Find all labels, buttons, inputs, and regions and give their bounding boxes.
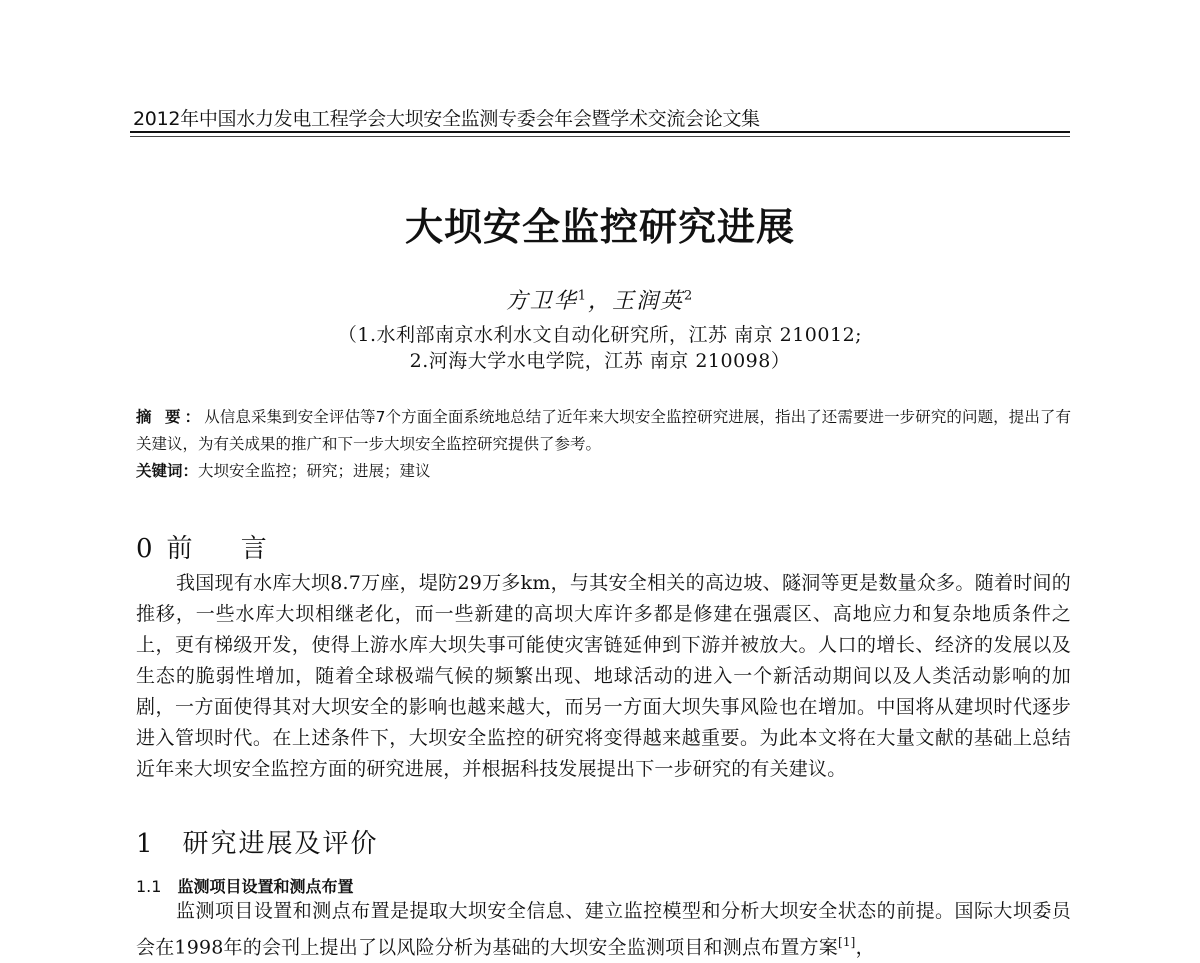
- header-rule-thin: [130, 136, 1070, 137]
- author-line: [0, 284, 1200, 315]
- section-heading-preface: [136, 528, 287, 565]
- paper-title: 大坝安全监控研究进展: [404, 204, 795, 249]
- abstract-label: 摘 要：: [136, 408, 205, 426]
- author-affil-mark: 1: [577, 288, 588, 304]
- subsection-number: 1.1: [136, 877, 162, 896]
- keywords: [136, 458, 1071, 485]
- keywords-text: 大坝安全监控；研究；进展；建议: [198, 462, 431, 480]
- author-name: 王润英: [612, 289, 685, 314]
- header-rule: [130, 131, 1070, 133]
- running-header: 2012年中国水力发电工程学会大坝安全监测专委会年会暨学术交流会论文集: [133, 108, 760, 130]
- author-affil-mark: 2: [684, 288, 695, 304]
- citation-ref[interactable]: [1]: [837, 935, 856, 949]
- subsection-heading: [136, 874, 353, 897]
- subsection-title: 监测项目设置和测点布置: [177, 877, 354, 896]
- abstract: [136, 404, 1071, 458]
- affiliation-line: 2.河海大学水电学院，江苏 南京 210098）: [409, 350, 791, 372]
- author-name: 方卫华: [505, 289, 578, 314]
- author-separator: ，: [587, 289, 612, 314]
- section-title-text: 前 言: [166, 534, 287, 564]
- preface-paragraph: 我国现有水库大坝8.7万座，堤防29万多km，与其安全相关的高边坡、隧洞等更是数量众多。随着时间的推移，一些水库大坝相继老化，而一些新建的高坝大库许多都是修建在强震区、高地应力和复杂地质条件之上，更有梯级开发，使得上游水库大坝失事可能使灾害链延伸到下游并被放大。人口的增长、经济的发展以及生态的脆弱性增加，随着全球极端气候的频繁出现、地球活动的进入一个新活动期间以及人类活动影响的加剧，一方面使得其对大坝安全的影响也越来越大，而另一方面大坝失事风险也在增加。中国将从建坝时代逐步进入管坝时代。在上述条件下，大坝安全监控的研究将变得越来越重要。为此本文将在大量文献的基础上总结近年来大坝安全监控方面的研究进展，并根据科技发展提出下一步研究的有关建议。: [136, 572, 1071, 780]
- paragraph-text: 监测项目设置和测点布置是提取大坝安全信息、建立监控模型和分析大坝安全状态的前提。国际大坝委员会在1998年的会刊上提出了以风险分析为基础的大坝安全监测项目和测点布置方案: [136, 900, 1071, 959]
- keywords-label: 关键词：: [136, 462, 199, 480]
- subsection-paragraph: [136, 896, 1071, 963]
- section-number: 1: [136, 829, 155, 859]
- section-title-text: 研究进展及评价: [182, 829, 379, 859]
- section-heading-progress: [136, 823, 379, 860]
- affiliation-line: （1.水利部南京水利水文自动化研究所，江苏 南京 210012;: [337, 324, 863, 346]
- abstract-text: 从信息采集到安全评估等7个方面全面系统地总结了近年来大坝安全监控研究进展，指出了还需要进一步研究的问题，提出了有关建议，为有关成果的推广和下一步大坝安全监控研究提供了参考。: [136, 408, 1071, 453]
- section-number: 0: [136, 534, 155, 564]
- paragraph-tail: ，: [855, 936, 875, 959]
